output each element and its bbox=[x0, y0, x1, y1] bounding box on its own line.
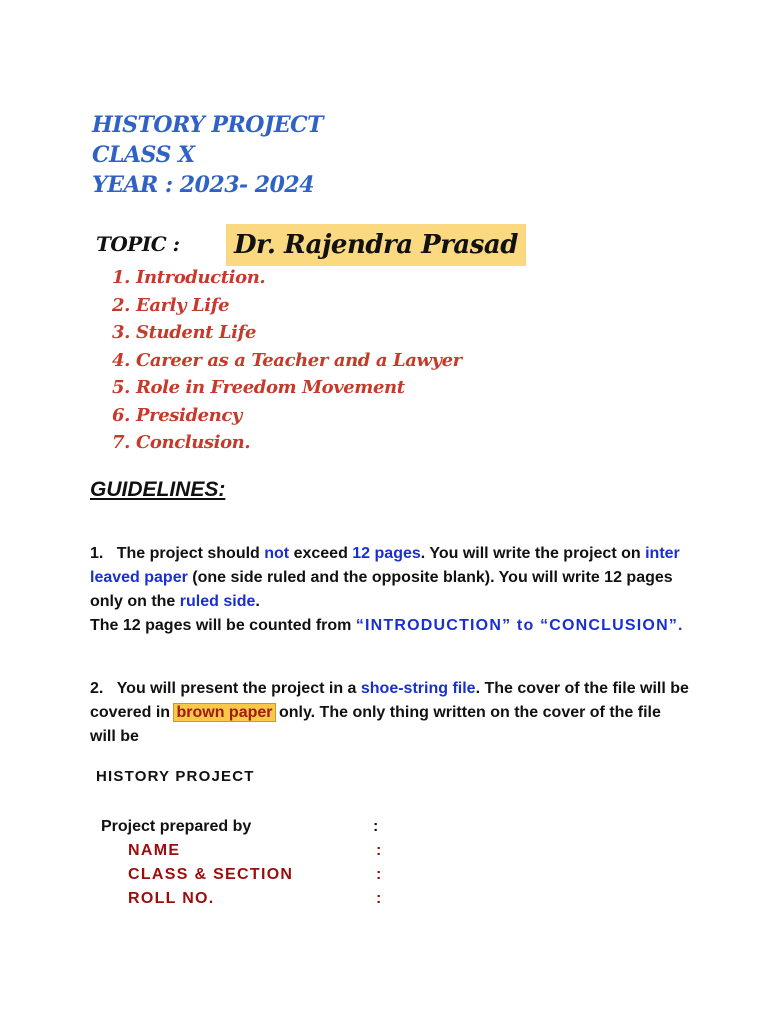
topic-list-item bbox=[112, 347, 462, 375]
topic-list-item bbox=[112, 402, 462, 430]
emphasis-page-range: “INTRODUCTION” to “CONCLUSION”. bbox=[355, 617, 684, 634]
topic-list-item bbox=[112, 264, 462, 292]
guidelines-heading: GUIDELINES: bbox=[90, 478, 226, 501]
cover-label: NAME bbox=[128, 842, 181, 859]
guideline-number: 1. bbox=[90, 545, 104, 562]
header-year: YEAR : 2023- 2024 bbox=[92, 172, 315, 198]
guideline-text: . bbox=[255, 593, 260, 610]
topic-item-text: Introduction. bbox=[136, 267, 266, 288]
guideline-paragraph-2 bbox=[90, 677, 690, 749]
topic-item-text: Early Life bbox=[136, 294, 230, 316]
cover-label: ROLL NO. bbox=[128, 890, 215, 907]
topic-item-text: Career as a Teacher and a Lawyer bbox=[136, 349, 462, 371]
topic-list-item bbox=[112, 429, 462, 457]
emphasis-paper-type: inter leaved paper bbox=[90, 545, 680, 586]
guideline-paragraph-1 bbox=[90, 542, 690, 638]
cover-colon: : bbox=[373, 818, 379, 835]
topic-outline-list bbox=[112, 264, 462, 457]
topic-list-item bbox=[112, 374, 462, 402]
header-project-title: HISTORY PROJECT bbox=[92, 112, 324, 138]
cover-label: Project prepared by bbox=[101, 818, 252, 835]
topic-item-number: 1. bbox=[112, 267, 130, 288]
topic-item-text: Role in Freedom Movement bbox=[136, 377, 405, 398]
guideline-text: (one side ruled and the opposite blank). You will write 12 pages only on the bbox=[90, 569, 673, 610]
guideline-text: The project should bbox=[116, 545, 265, 562]
guideline-text: only. The only thing written on the cover of the file will be bbox=[90, 704, 661, 745]
topic-item-text: Student Life bbox=[136, 322, 256, 343]
header-class: CLASS X bbox=[92, 142, 195, 168]
topic-title: Dr. Rajendra Prasad bbox=[226, 224, 526, 266]
cover-colon: : bbox=[376, 890, 383, 907]
topic-item-number: 3. bbox=[112, 322, 130, 343]
emphasis-file-type: shoe-string file bbox=[360, 680, 476, 697]
cover-title: HISTORY PROJECT bbox=[96, 768, 255, 785]
topic-item-number: 7. bbox=[112, 432, 130, 453]
emphasis-not: not bbox=[264, 545, 290, 562]
topic-item-text: Conclusion. bbox=[136, 432, 251, 453]
topic-item-number: 5. bbox=[112, 377, 130, 398]
cover-colon: : bbox=[376, 842, 383, 859]
topic-item-number: 4. bbox=[112, 349, 130, 371]
guideline-text: exceed bbox=[289, 545, 353, 562]
guideline-text: You will present the project in a bbox=[116, 680, 361, 697]
emphasis-page-limit: 12 pages bbox=[352, 545, 421, 562]
emphasis-ruled-side: ruled side bbox=[179, 593, 256, 610]
topic-item-text: Presidency bbox=[136, 404, 242, 426]
topic-list-item bbox=[112, 319, 462, 347]
topic-item-number: 2. bbox=[112, 294, 130, 316]
guideline-text: . You will write the project on bbox=[420, 545, 646, 562]
emphasis-brown-paper: brown paper bbox=[176, 704, 273, 721]
cover-colon: : bbox=[376, 866, 383, 883]
guideline-number: 2. bbox=[90, 680, 104, 697]
topic-item-number: 6. bbox=[112, 404, 130, 426]
guideline-text: . The cover of the file will be covered in bbox=[90, 680, 689, 721]
topic-label: TOPIC : bbox=[96, 232, 180, 256]
cover-label: CLASS & SECTION bbox=[128, 866, 294, 883]
guideline-text: The 12 pages will be counted from bbox=[90, 617, 356, 634]
topic-list-item bbox=[112, 292, 462, 320]
project-header bbox=[92, 110, 323, 200]
